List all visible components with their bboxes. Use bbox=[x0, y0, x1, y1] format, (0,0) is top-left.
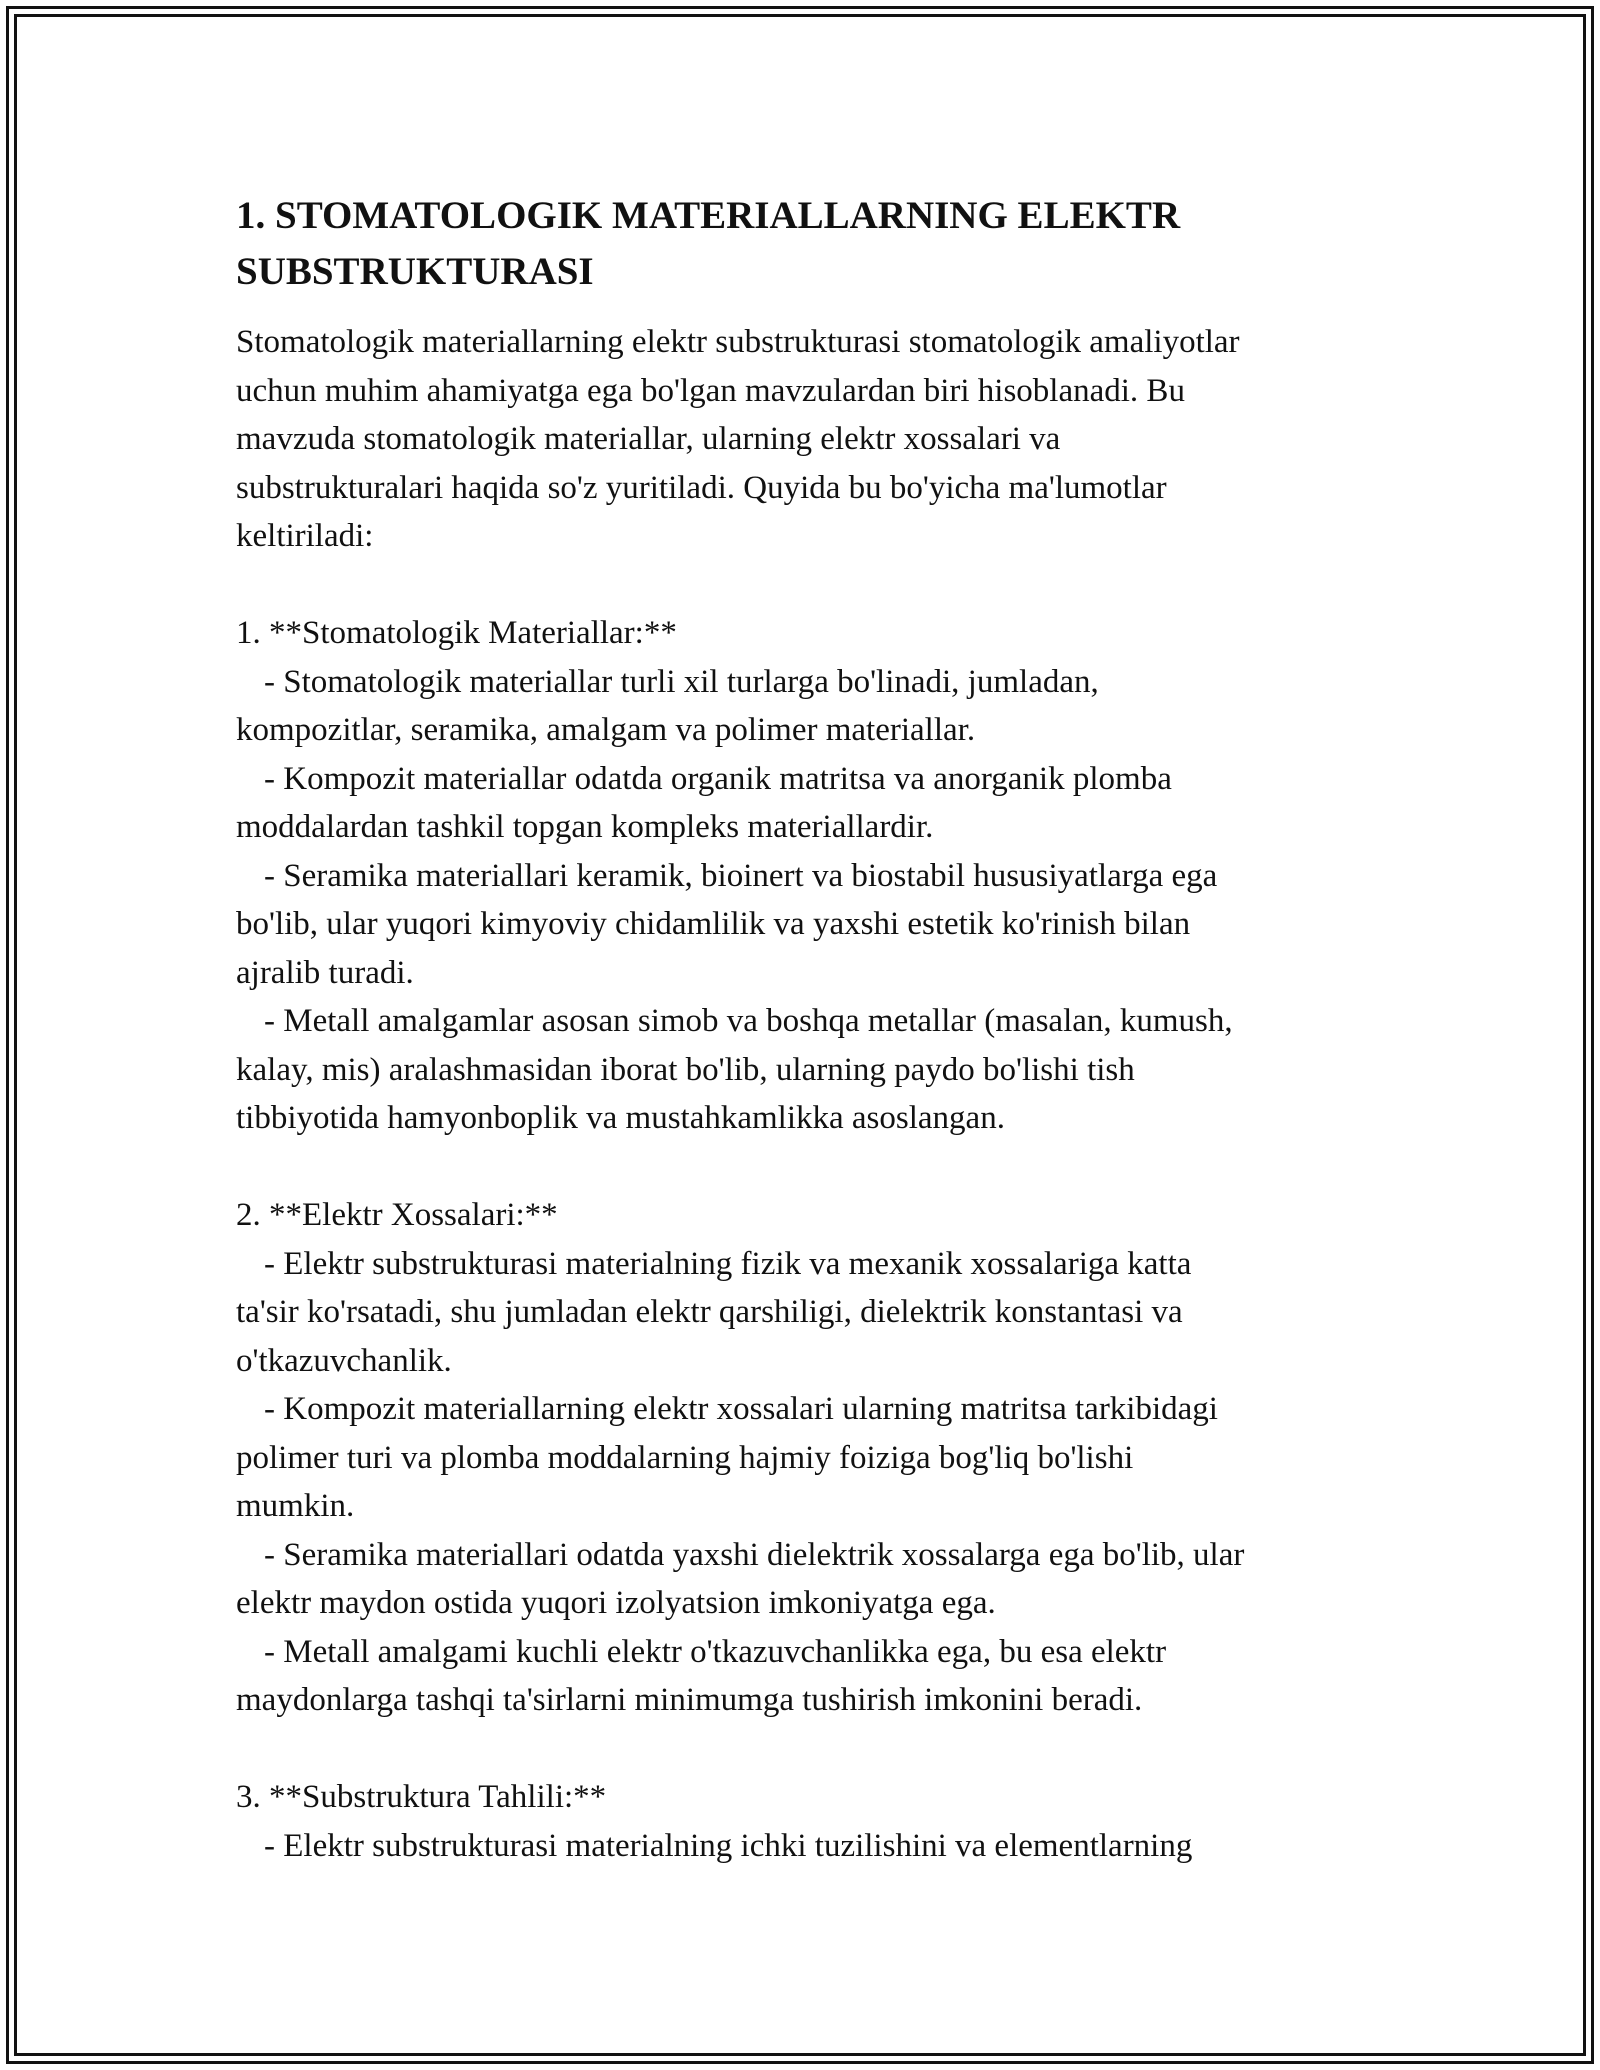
bullet-line: - Kompozit materiallarning elektr xossalari ularning matritsa tarkibidagi bbox=[264, 1391, 1218, 1427]
bullet-item bbox=[236, 1628, 1366, 1677]
bullet-line: - Seramika materiallari odatda yaxshi dielektrik xossalarga ega bo'lib, ular bbox=[264, 1536, 1245, 1573]
bullet-line: - Metall amalgami kuchli elektr o'tkazuvchanlikka ega, bu esa elektr bbox=[264, 1633, 1167, 1670]
bullet-continuation: maydonlarga tashqi ta'sirlarni minimumga tushirish imkonini beradi. bbox=[236, 1682, 1143, 1718]
section-heading: 1. **Stomatologik Materiallar:** bbox=[236, 615, 677, 651]
bullet-item bbox=[236, 852, 1366, 901]
intro-line: keltiriladi: bbox=[236, 518, 374, 554]
bullet-item bbox=[236, 658, 1366, 707]
bullet-continuation: kalay, mis) aralashmasidan iborat bo'lib, ularning paydo bo'lishi tish bbox=[236, 1051, 1135, 1088]
bullet-continuation: moddalardan tashkil topgan kompleks materiallardir. bbox=[236, 809, 934, 845]
bullet-item bbox=[236, 1240, 1366, 1289]
bullet-continuation: elektr maydon ostida yuqori izolyatsion imkoniyatga ega. bbox=[236, 1585, 996, 1621]
bullet-item bbox=[236, 1531, 1366, 1580]
bullet-item bbox=[236, 1822, 1366, 1871]
bullet-line: - Stomatologik materiallar turli xil turlarga bo'linadi, jumladan, bbox=[264, 663, 1099, 700]
bullet-continuation: polimer turi va plomba moddalarning hajmiy foiziga bog'liq bo'lishi bbox=[236, 1439, 1134, 1476]
bullet-item bbox=[236, 755, 1366, 804]
title-line: SUBSTRUKTURASI bbox=[236, 250, 594, 293]
bullet-line: - Metall amalgamlar asosan simob va boshqa metallar (masalan, kumush, bbox=[264, 1003, 1233, 1039]
section-heading: 3. **Substruktura Tahlili:** bbox=[236, 1779, 607, 1815]
intro-line: mavzuda stomatologik materiallar, ularning elektr xossalari va bbox=[236, 421, 1061, 457]
bullet-continuation: ajralib turadi. bbox=[236, 954, 414, 991]
blank-line bbox=[236, 1143, 1366, 1192]
intro-paragraph bbox=[236, 318, 1366, 561]
bullet-continuation: kompozitlar, seramika, amalgam va polimer materiallar. bbox=[236, 712, 976, 748]
blank-line bbox=[236, 1725, 1366, 1774]
bullet-continuation: mumkin. bbox=[236, 1488, 355, 1524]
bullet-continuation: tibbiyotida hamyonboplik va mustahkamlikka asoslangan. bbox=[236, 1100, 1005, 1136]
section-1 bbox=[236, 609, 1366, 1143]
bullet-continuation: ta'sir ko'rsatadi, shu jumladan elektr qarshiligi, dielektrik konstantasi va bbox=[236, 1294, 1183, 1330]
bullet-item bbox=[236, 1385, 1366, 1434]
blank-line bbox=[236, 561, 1366, 610]
section-3 bbox=[236, 1773, 1366, 1870]
section-heading: 2. **Elektr Xossalari:** bbox=[236, 1197, 558, 1233]
bullet-continuation: bo'lib, ular yuqori kimyoviy chidamlilik va yaxshi estetik ko'rinish bilan bbox=[236, 906, 1191, 942]
section-2 bbox=[236, 1191, 1366, 1725]
document-title bbox=[236, 188, 1366, 300]
bullet-line: - Elektr substrukturasi materialning fizik va mexanik xossalariga katta bbox=[264, 1245, 1192, 1282]
intro-line: Stomatologik materiallarning elektr substrukturasi stomatologik amaliyotlar bbox=[236, 324, 1240, 360]
bullet-item bbox=[236, 997, 1366, 1046]
intro-line: substrukturalari haqida so'z yuritiladi. Quyida bu bo'yicha ma'lumotlar bbox=[236, 469, 1167, 506]
bullet-line: - Seramika materiallari keramik, bioinert va biostabil hususiyatlarga ega bbox=[264, 857, 1218, 894]
bullet-continuation: o'tkazuvchanlik. bbox=[236, 1342, 452, 1379]
bullet-line: - Elektr substrukturasi materialning ichki tuzilishini va elementlarning bbox=[264, 1827, 1193, 1864]
document-body bbox=[236, 188, 1366, 1870]
intro-line: uchun muhim ahamiyatga ega bo'lgan mavzulardan biri hisoblanadi. Bu bbox=[236, 372, 1185, 409]
title-line: 1. STOMATOLOGIK MATERIALLARNING ELEKTR bbox=[236, 194, 1181, 237]
bullet-line: - Kompozit materiallar odatda organik matritsa va anorganik plomba bbox=[264, 760, 1172, 797]
